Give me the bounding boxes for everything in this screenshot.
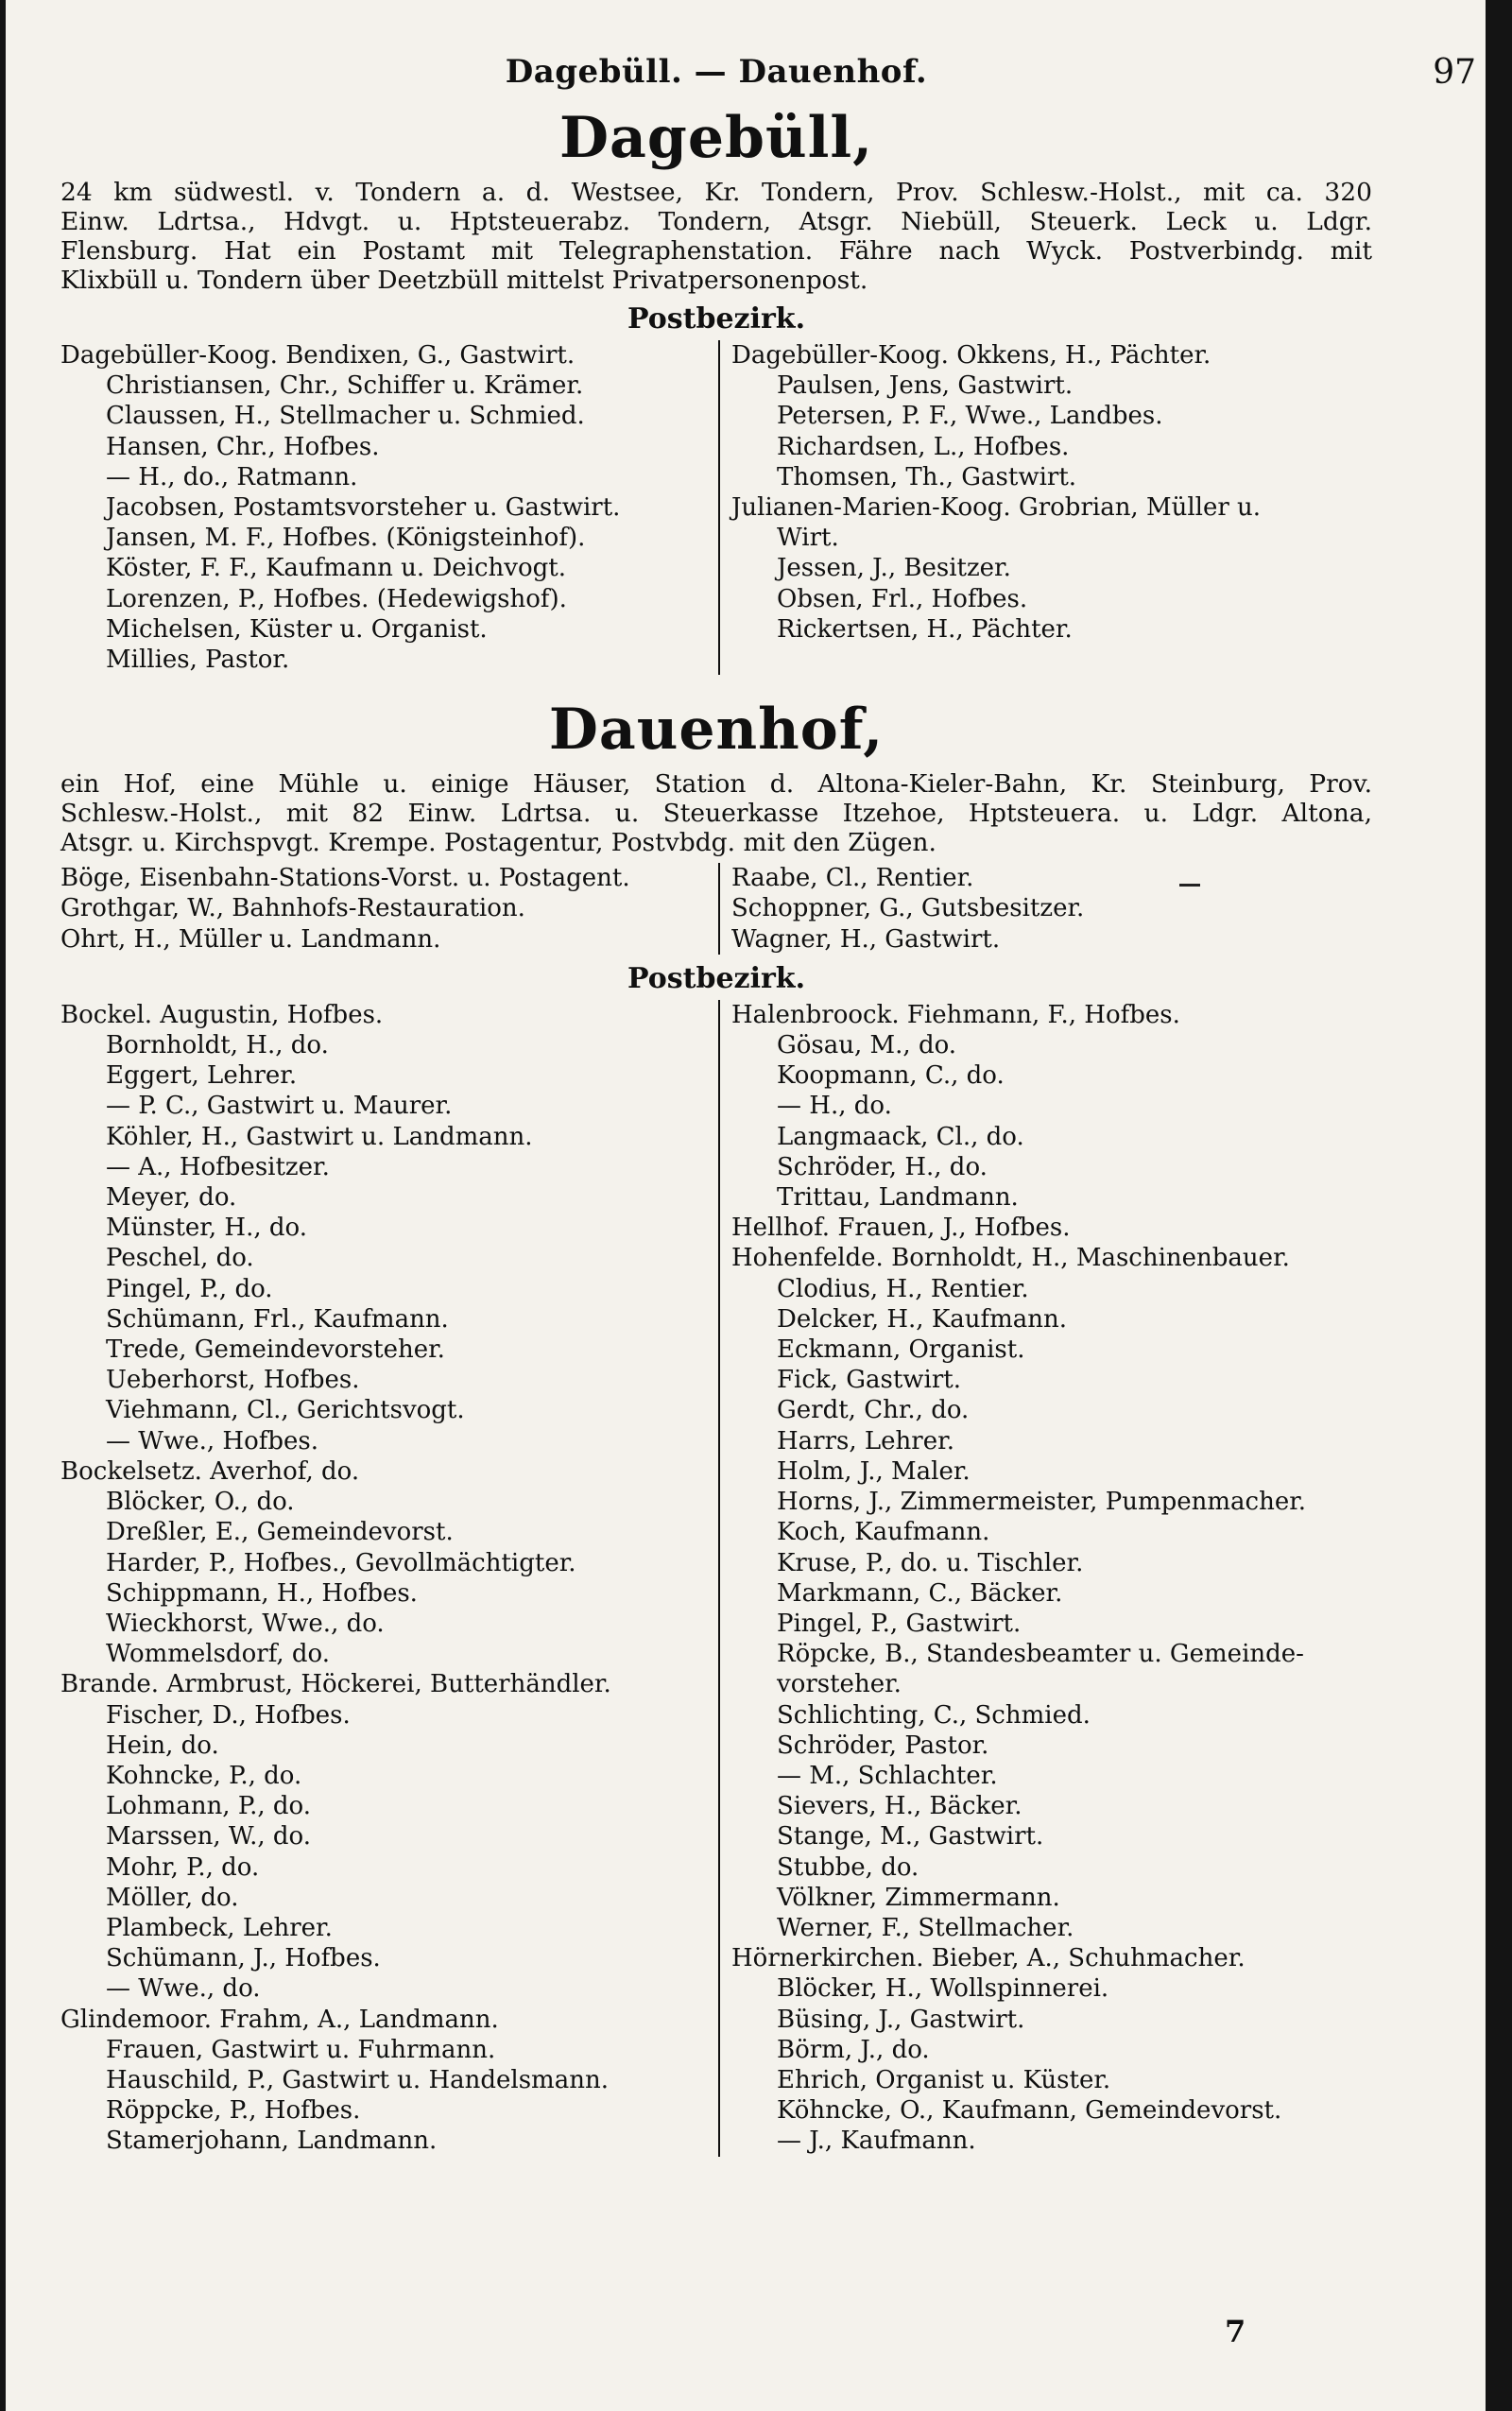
directory-columns xyxy=(60,340,1372,675)
directory-entry: Stamerjohann, Landmann. xyxy=(106,2127,438,2156)
right-column xyxy=(718,1000,1372,2157)
running-title: Dagebüll. — Dauenhof. xyxy=(505,53,928,91)
directory-entry: — A., Hofbesitzer. xyxy=(106,1152,330,1181)
directory-entry: — H., do. xyxy=(777,1092,892,1121)
directory-entry: Blöcker, O., do. xyxy=(106,1488,295,1517)
directory-entry: Holm, J., Maler. xyxy=(777,1456,971,1486)
directory-entry: Blöcker, H., Wollspinnerei. xyxy=(777,1974,1109,2004)
directory-entry: Köhler, H., Gastwirt u. Landmann. xyxy=(106,1122,533,1151)
directory-entry: Hohenfelde. Bornholdt, H., Maschinenbauer. xyxy=(731,1244,1290,1273)
residents-columns xyxy=(60,863,1372,955)
directory-entry: Grothgar, W., Bahnhofs-Restauration. xyxy=(60,894,525,923)
directory-entry: Wieckhorst, Wwe., do. xyxy=(106,1609,385,1638)
directory-entry: Kruse, P., do. u. Tischler. xyxy=(777,1548,1084,1577)
directory-entry: Fick, Gastwirt. xyxy=(777,1366,961,1395)
directory-entry: Millies, Pastor. xyxy=(106,646,290,675)
directory-entry: Jessen, J., Besitzer. xyxy=(777,554,1011,583)
margin-mark xyxy=(1179,884,1200,887)
directory-entry: Schlichting, C., Schmied. xyxy=(777,1700,1091,1730)
directory-entry: Schoppner, G., Gutsbesitzer. xyxy=(731,894,1085,923)
directory-entry: Stubbe, do. xyxy=(777,1852,919,1882)
directory-entry: Delcker, H., Kaufmann. xyxy=(777,1304,1068,1334)
directory-entry: Münster, H., do. xyxy=(106,1214,307,1243)
description-line: ein Hof, eine Mühle u. einige Häuser, Station d. Altona-Kieler-Bahn, Kr. Steinburg, Prov. xyxy=(60,769,1372,800)
directory-entry: Wommelsdorf, do. xyxy=(106,1640,331,1669)
directory-entry: Harder, P., Hofbes., Gevollmächtigter. xyxy=(106,1548,576,1577)
description-line: Klixbüll u. Tondern über Deetzbüll mittelst Privatpersonenpost. xyxy=(60,266,868,295)
description-line: 24 km südwestl. v. Tondern a. d. Westsee, Kr. Tondern, Prov. Schlesw.-Holst., mit ca. 320 xyxy=(60,178,1372,207)
directory-entry: Lorenzen, P., Hofbes. (Hedewigshof). xyxy=(106,584,567,613)
directory-entry: Ehrich, Organist u. Küster. xyxy=(777,2065,1111,2094)
directory-entry: Börm, J., do. xyxy=(777,2035,930,2064)
left-column xyxy=(60,1000,718,2157)
directory-entry: Sievers, H., Bäcker. xyxy=(777,1792,1022,1821)
directory-entry: Schippmann, H., Hofbes. xyxy=(106,1578,418,1608)
right-column xyxy=(718,863,1372,955)
description-line: Atsgr. u. Kirchspvgt. Krempe. Postagentur, Postvbdg. mit den Zügen. xyxy=(60,828,936,858)
directory-entry: Schröder, H., do. xyxy=(777,1152,988,1181)
directory-entry: Wagner, H., Gastwirt. xyxy=(731,924,1001,954)
directory-entry: Koch, Kaufmann. xyxy=(777,1518,990,1547)
directory-entry: Richardsen, L., Hofbes. xyxy=(777,432,1070,461)
directory-entry: Langmaack, Cl., do. xyxy=(777,1122,1024,1151)
left-column xyxy=(60,340,718,675)
description-line: Schlesw.-Holst., mit 82 Einw. Ldrtsa. u. Steuerkasse Itzehoe, Hptsteuera. u. Ldgr. Altona, xyxy=(60,799,1372,829)
directory-entry: Christiansen, Chr., Schiffer u. Krämer. xyxy=(106,371,584,401)
left-column xyxy=(60,863,718,955)
directory-entry: Kohncke, P., do. xyxy=(106,1761,302,1790)
directory-entry: — Wwe., Hofbes. xyxy=(106,1426,319,1455)
description-line: Einw. Ldrtsa., Hdvgt. u. Hptsteuerabz. Tondern, Atsgr. Niebüll, Steuerk. Leck u. Ldgr. xyxy=(60,207,1372,236)
postal-district-heading: Postbezirk. xyxy=(627,961,806,995)
signature-mark: 7 xyxy=(1225,2314,1246,2350)
directory-entry: Schröder, Pastor. xyxy=(777,1731,989,1760)
directory-entry: Wirt. xyxy=(777,524,839,553)
directory-entry: Horns, J., Zimmermeister, Pumpenmacher. xyxy=(777,1488,1307,1517)
directory-entry: Büsing, J., Gastwirt. xyxy=(777,2005,1025,2034)
directory-entry: Clodius, H., Rentier. xyxy=(777,1274,1029,1303)
directory-entry: Böge, Eisenbahn-Stations-Vorst. u. Postagent. xyxy=(60,864,630,893)
directory-entry: Köhncke, O., Kaufmann, Gemeindevorst. xyxy=(777,2096,1282,2126)
directory-entry: Hörnerkirchen. Bieber, A., Schuhmacher. xyxy=(731,1944,1246,1973)
directory-entry: Werner, F., Stellmacher. xyxy=(777,1913,1074,1942)
postal-district-heading: Postbezirk. xyxy=(627,302,806,336)
directory-entry: Köster, F. F., Kaufmann u. Deichvogt. xyxy=(106,554,566,583)
directory-entry: Mohr, P., do. xyxy=(106,1852,260,1882)
directory-entry: Röpcke, B., Standesbeamter u. Gemeinde- xyxy=(777,1640,1304,1669)
directory-entry: Pingel, P., Gastwirt. xyxy=(777,1609,1022,1638)
directory-entry: Pingel, P., do. xyxy=(106,1274,273,1303)
directory-entry: Harrs, Lehrer. xyxy=(777,1426,954,1455)
directory-entry: Claussen, H., Stellmacher u. Schmied. xyxy=(106,402,585,431)
directory-entry: Gerdt, Chr., do. xyxy=(777,1396,970,1425)
directory-entry: Viehmann, Cl., Gerichtsvogt. xyxy=(106,1396,465,1425)
directory-entry: Michelsen, Küster u. Organist. xyxy=(106,614,488,644)
place-heading: Dauenhof, xyxy=(548,697,885,764)
directory-entry: Röppcke, P., Hofbes. xyxy=(106,2096,361,2126)
place-description xyxy=(60,769,1372,857)
directory-entry: Hein, do. xyxy=(106,1731,219,1760)
directory-entry: Koopmann, C., do. xyxy=(777,1061,1005,1091)
directory-entry: Dreßler, E., Gemeindevorst. xyxy=(106,1518,454,1547)
directory-entry: Dagebüller-Koog. Bendixen, G., Gastwirt. xyxy=(60,341,576,370)
directory-entry: Thomsen, Th., Gastwirt. xyxy=(777,462,1077,491)
directory-entry: Meyer, do. xyxy=(106,1183,237,1213)
directory-entry: Jansen, M. F., Hofbes. (Königsteinhof). xyxy=(106,524,586,553)
directory-entry: Julianen-Marien-Koog. Grobrian, Müller u. xyxy=(731,493,1262,523)
directory-entry: — Wwe., do. xyxy=(106,1974,261,2004)
place-heading: Dagebüll, xyxy=(558,105,874,171)
directory-entry: Stange, M., Gastwirt. xyxy=(777,1822,1044,1851)
directory-entry: Hellhof. Frauen, J., Hofbes. xyxy=(731,1214,1071,1243)
directory-entry: Ohrt, H., Müller u. Landmann. xyxy=(60,924,441,954)
directory-entry: Jacobsen, Postamtsvorsteher u. Gastwirt. xyxy=(106,493,621,523)
page xyxy=(6,0,1486,2411)
directory-entry: Peschel, do. xyxy=(106,1244,254,1273)
directory-entry: Trittau, Landmann. xyxy=(777,1183,1019,1213)
description-line: Flensburg. Hat ein Postamt mit Telegraphenstation. Fähre nach Wyck. Postverbindg. mit xyxy=(60,236,1372,266)
directory-entry: Paulsen, Jens, Gastwirt. xyxy=(777,371,1074,401)
directory-entry: Markmann, C., Bäcker. xyxy=(777,1578,1063,1608)
directory-entry: Hauschild, P., Gastwirt u. Handelsmann. xyxy=(106,2065,609,2094)
directory-entry: Eckmann, Organist. xyxy=(777,1335,1025,1365)
directory-entry: Ueberhorst, Hofbes. xyxy=(106,1366,360,1395)
running-header xyxy=(60,45,1476,106)
directory-entry: Eggert, Lehrer. xyxy=(106,1061,298,1091)
directory-entry: Glindemoor. Frahm, A., Landmann. xyxy=(60,2005,499,2034)
directory-entry: Hansen, Chr., Hofbes. xyxy=(106,432,380,461)
directory-entry: Halenbroock. Fiehmann, F., Hofbes. xyxy=(731,1000,1180,1029)
directory-entry: Bockel. Augustin, Hofbes. xyxy=(60,1000,384,1029)
directory-entry: — J., Kaufmann. xyxy=(777,2127,976,2156)
directory-entry: Raabe, Cl., Rentier. xyxy=(731,864,974,893)
directory-entry: Bockelsetz. Averhof, do. xyxy=(60,1456,360,1486)
directory-entry: — M., Schlachter. xyxy=(777,1761,998,1790)
page-number: 97 xyxy=(1433,53,1476,92)
directory-entry: — H., do., Ratmann. xyxy=(106,462,358,491)
directory-entry: Lohmann, P., do. xyxy=(106,1792,311,1821)
directory-entry: Frauen, Gastwirt u. Fuhrmann. xyxy=(106,2035,496,2064)
directory-entry: Völkner, Zimmermann. xyxy=(777,1883,1060,1912)
directory-entry: Gösau, M., do. xyxy=(777,1031,957,1060)
directory-entry: Möller, do. xyxy=(106,1883,239,1912)
directory-entry: Obsen, Frl., Hofbes. xyxy=(777,584,1028,613)
directory-entry: Fischer, D., Hofbes. xyxy=(106,1700,351,1730)
directory-columns xyxy=(60,1000,1372,2157)
directory-entry: Trede, Gemeindevorsteher. xyxy=(106,1335,445,1365)
directory-entry: Brande. Armbrust, Höckerei, Butterhändler. xyxy=(60,1670,611,1699)
directory-entry: Bornholdt, H., do. xyxy=(106,1031,329,1060)
right-column xyxy=(718,340,1372,675)
directory-entry: Dagebüller-Koog. Okkens, H., Pächter. xyxy=(731,341,1211,370)
directory-entry: Schümann, Frl., Kaufmann. xyxy=(106,1304,449,1334)
directory-entry: — P. C., Gastwirt u. Maurer. xyxy=(106,1092,453,1121)
directory-entry: vorsteher. xyxy=(777,1670,902,1699)
directory-entry: Marssen, W., do. xyxy=(106,1822,311,1851)
directory-entry: Rickertsen, H., Pächter. xyxy=(777,614,1073,644)
directory-entry: Schümann, J., Hofbes. xyxy=(106,1944,381,1973)
place-description xyxy=(60,178,1372,295)
directory-entry: Plambeck, Lehrer. xyxy=(106,1913,333,1942)
directory-entry: Petersen, P. F., Wwe., Landbes. xyxy=(777,402,1163,431)
